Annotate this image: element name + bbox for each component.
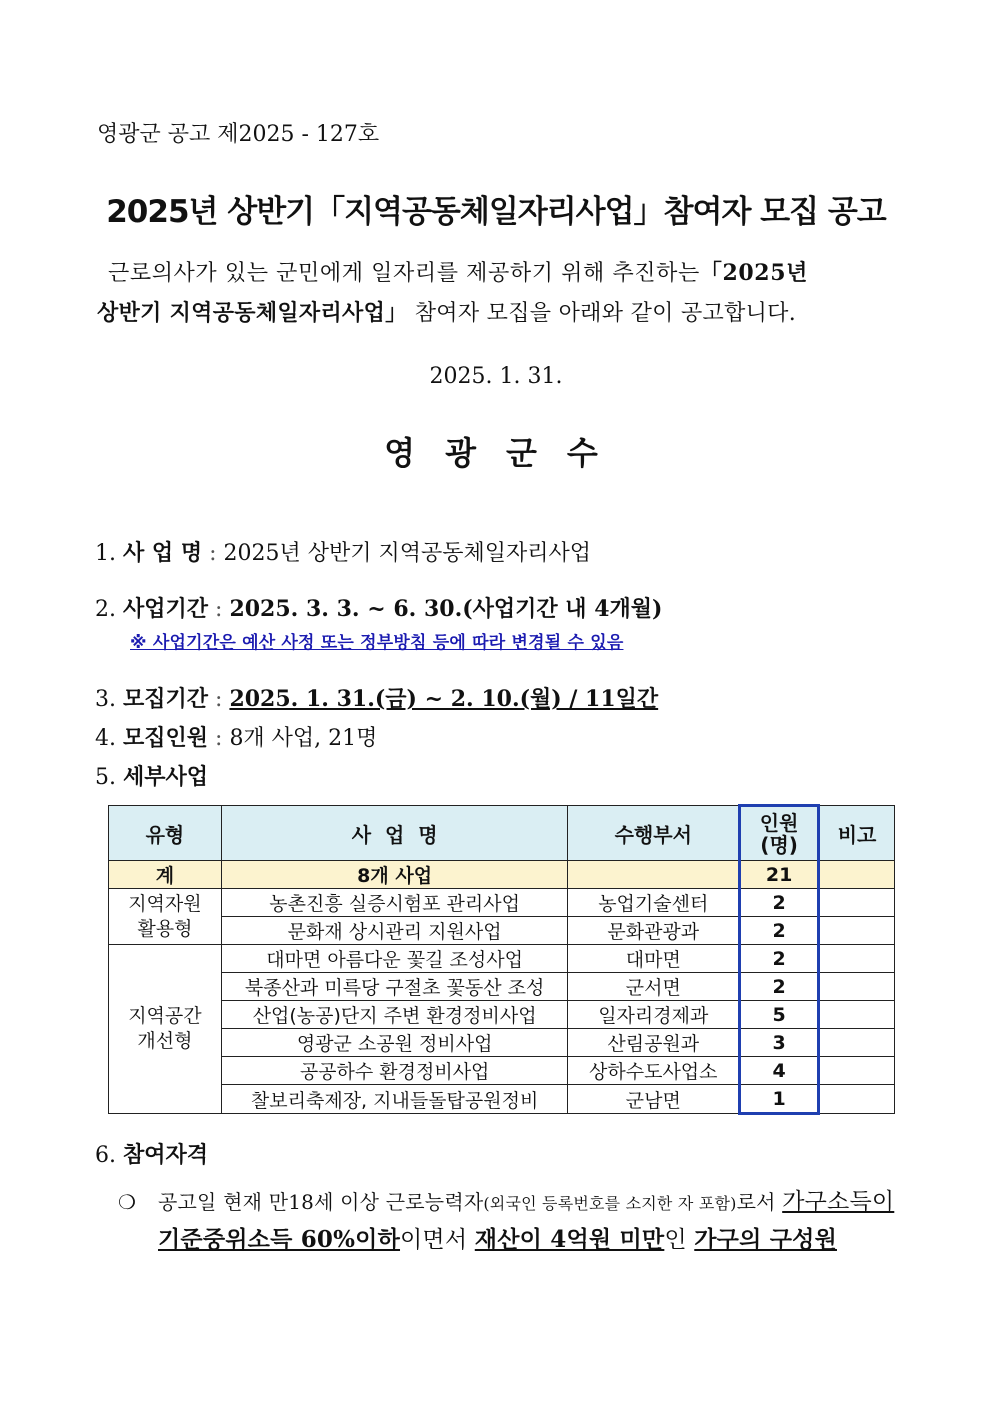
dept-cell: 대마면 — [568, 945, 740, 973]
table-row — [109, 1085, 895, 1114]
note-cell — [819, 889, 895, 917]
note-cell — [819, 1057, 895, 1085]
table-row — [109, 973, 895, 1001]
total-dept — [568, 861, 740, 889]
intro-text: 근로의사가 있는 군민에게 일자리를 제공하기 위해 추진하는 — [108, 261, 700, 286]
item-value: 8개 사업, 21명 — [229, 726, 378, 751]
dept-cell: 군서면 — [568, 973, 740, 1001]
intro-line-1 — [108, 256, 808, 287]
note-cell — [819, 973, 895, 1001]
item-number: 5. — [95, 765, 116, 790]
count-cell: 2 — [740, 973, 819, 1001]
item-label: 세부사업 — [123, 764, 209, 790]
table-row — [109, 1029, 895, 1057]
table-row — [109, 889, 895, 917]
project-cell: 산업(농공)단지 주변 환경정비사업 — [221, 1001, 568, 1029]
header-project: 사 업 명 — [221, 806, 568, 861]
item-eligibility — [95, 1138, 208, 1169]
eligibility-emphasis: 기준중위소득 60%이하 — [158, 1226, 401, 1253]
eligibility-note: (외국인 등록번호를 소지한 자 포함) — [483, 1194, 737, 1213]
item-label: 사 업 명 — [123, 540, 203, 566]
count-cell: 1 — [740, 1085, 819, 1114]
eligibility-paragraph — [118, 1184, 898, 1258]
projects-table — [108, 804, 895, 1115]
item-label: 사업기간 — [123, 596, 209, 622]
total-count: 21 — [740, 861, 819, 889]
item-number: 2. — [95, 597, 116, 622]
total-project: 8개 사업 — [221, 861, 568, 889]
eligibility-text: 이면서 — [400, 1227, 475, 1253]
eligibility-emphasis: 재산이 4억원 미만 — [474, 1226, 665, 1253]
table-row — [109, 945, 895, 973]
project-cell: 대마면 아름다운 꽃길 조성사업 — [221, 945, 568, 973]
notice-date: 2025. 1. 31. — [429, 364, 563, 389]
dept-cell: 산림공원과 — [568, 1029, 740, 1057]
item-label: 모집기간 — [123, 686, 209, 712]
project-cell: 문화재 상시관리 지원사업 — [221, 917, 568, 945]
table-row — [109, 1057, 895, 1085]
item-number: 1. — [95, 541, 116, 566]
item-value: 2025년 상반기 지역공동체일자리사업 — [223, 541, 592, 566]
dept-cell: 군남면 — [568, 1085, 740, 1114]
eligibility-text: 로서 — [736, 1190, 783, 1214]
note-cell — [819, 1001, 895, 1029]
page-title: 2025년 상반기「지역공동체일자리사업」참여자 모집 공고 — [106, 194, 886, 230]
issuer-county-governor: 영광군수 — [384, 434, 628, 472]
header-note: 비고 — [819, 806, 895, 861]
project-cell: 찰보리축제장, 지내들돌탑공원정비 — [221, 1085, 568, 1114]
header-dept: 수행부서 — [568, 806, 740, 861]
count-cell: 5 — [740, 1001, 819, 1029]
item-business-name: 1. 사 업 명 : 2025년 상반기 지역공동체일자리사업 — [95, 540, 592, 566]
item-label: 참여자격 — [123, 1142, 209, 1168]
table-row — [109, 917, 895, 945]
bullet-circle-icon: ❍ — [118, 1190, 136, 1214]
category-cell: 지역자원 활용형 — [109, 889, 222, 945]
table-total-row — [109, 861, 895, 889]
count-cell: 4 — [740, 1057, 819, 1085]
intro-bold: 「2025년 — [699, 260, 808, 286]
eligibility-text: 인 — [664, 1227, 695, 1253]
item-value: 2025. 1. 31.(금) ~ 2. 10.(월) / 11일간 — [229, 686, 659, 712]
total-note — [819, 861, 895, 889]
project-cell: 북종산과 미륵당 구절초 꽃동산 조성 — [221, 973, 568, 1001]
eligibility-emphasis: 가구의 구성원 — [694, 1226, 837, 1253]
header-type: 유형 — [109, 806, 222, 861]
total-label: 계 — [109, 861, 222, 889]
item-number: 6. — [95, 1143, 116, 1168]
dept-cell: 문화관광과 — [568, 917, 740, 945]
dept-cell: 일자리경제과 — [568, 1001, 740, 1029]
project-cell: 영광군 소공원 정비사업 — [221, 1029, 568, 1057]
item-number: 4. — [95, 726, 116, 751]
item-sub-projects — [95, 760, 208, 791]
item-business-period: 2. 사업기간 : 2025. 3. 3. ~ 6. 30.(사업기간 내 4개월) — [95, 596, 663, 622]
count-cell: 2 — [740, 917, 819, 945]
dept-cell: 농업기술센터 — [568, 889, 740, 917]
intro-text: 참여자 모집을 아래와 같이 공고합니다. — [407, 301, 797, 326]
note-cell — [819, 945, 895, 973]
table-row — [109, 1001, 895, 1029]
eligibility-text: 공고일 현재 만18세 이상 근로능력자 — [158, 1190, 484, 1214]
item-number: 3. — [95, 687, 116, 712]
category-cell: 지역공간 개선형 — [109, 945, 222, 1114]
project-cell: 농촌진흥 실증시험포 관리사업 — [221, 889, 568, 917]
note-cell — [819, 1085, 895, 1114]
item-value: 2025. 3. 3. ~ 6. 30.(사업기간 내 4개월) — [229, 596, 663, 622]
note-cell — [819, 1029, 895, 1057]
eligibility-text: 가구소득이 — [782, 1189, 895, 1215]
count-cell: 2 — [740, 889, 819, 917]
intro-line-2 — [97, 296, 796, 327]
count-cell: 2 — [740, 945, 819, 973]
project-cell: 공공하수 환경정비사업 — [221, 1057, 568, 1085]
table-header-row — [109, 806, 895, 861]
count-cell: 3 — [740, 1029, 819, 1057]
item-recruit-count: 4. 모집인원 : 8개 사업, 21명 — [95, 725, 378, 751]
item-recruit-period: 3. 모집기간 : 2025. 1. 31.(금) ~ 2. 10.(월) / 11일간 — [95, 686, 659, 712]
item-label: 모집인원 — [123, 725, 209, 751]
period-note: ※ 사업기간은 예산 사정 또는 정부방침 등에 따라 변경될 수 있음 — [130, 633, 624, 653]
header-count: 인원 (명) — [740, 806, 819, 861]
note-cell — [819, 917, 895, 945]
dept-cell: 상하수도사업소 — [568, 1057, 740, 1085]
notice-number: 영광군 공고 제2025 - 127호 — [97, 122, 380, 147]
intro-bold: 상반기 지역공동체일자리사업」 — [97, 300, 408, 326]
